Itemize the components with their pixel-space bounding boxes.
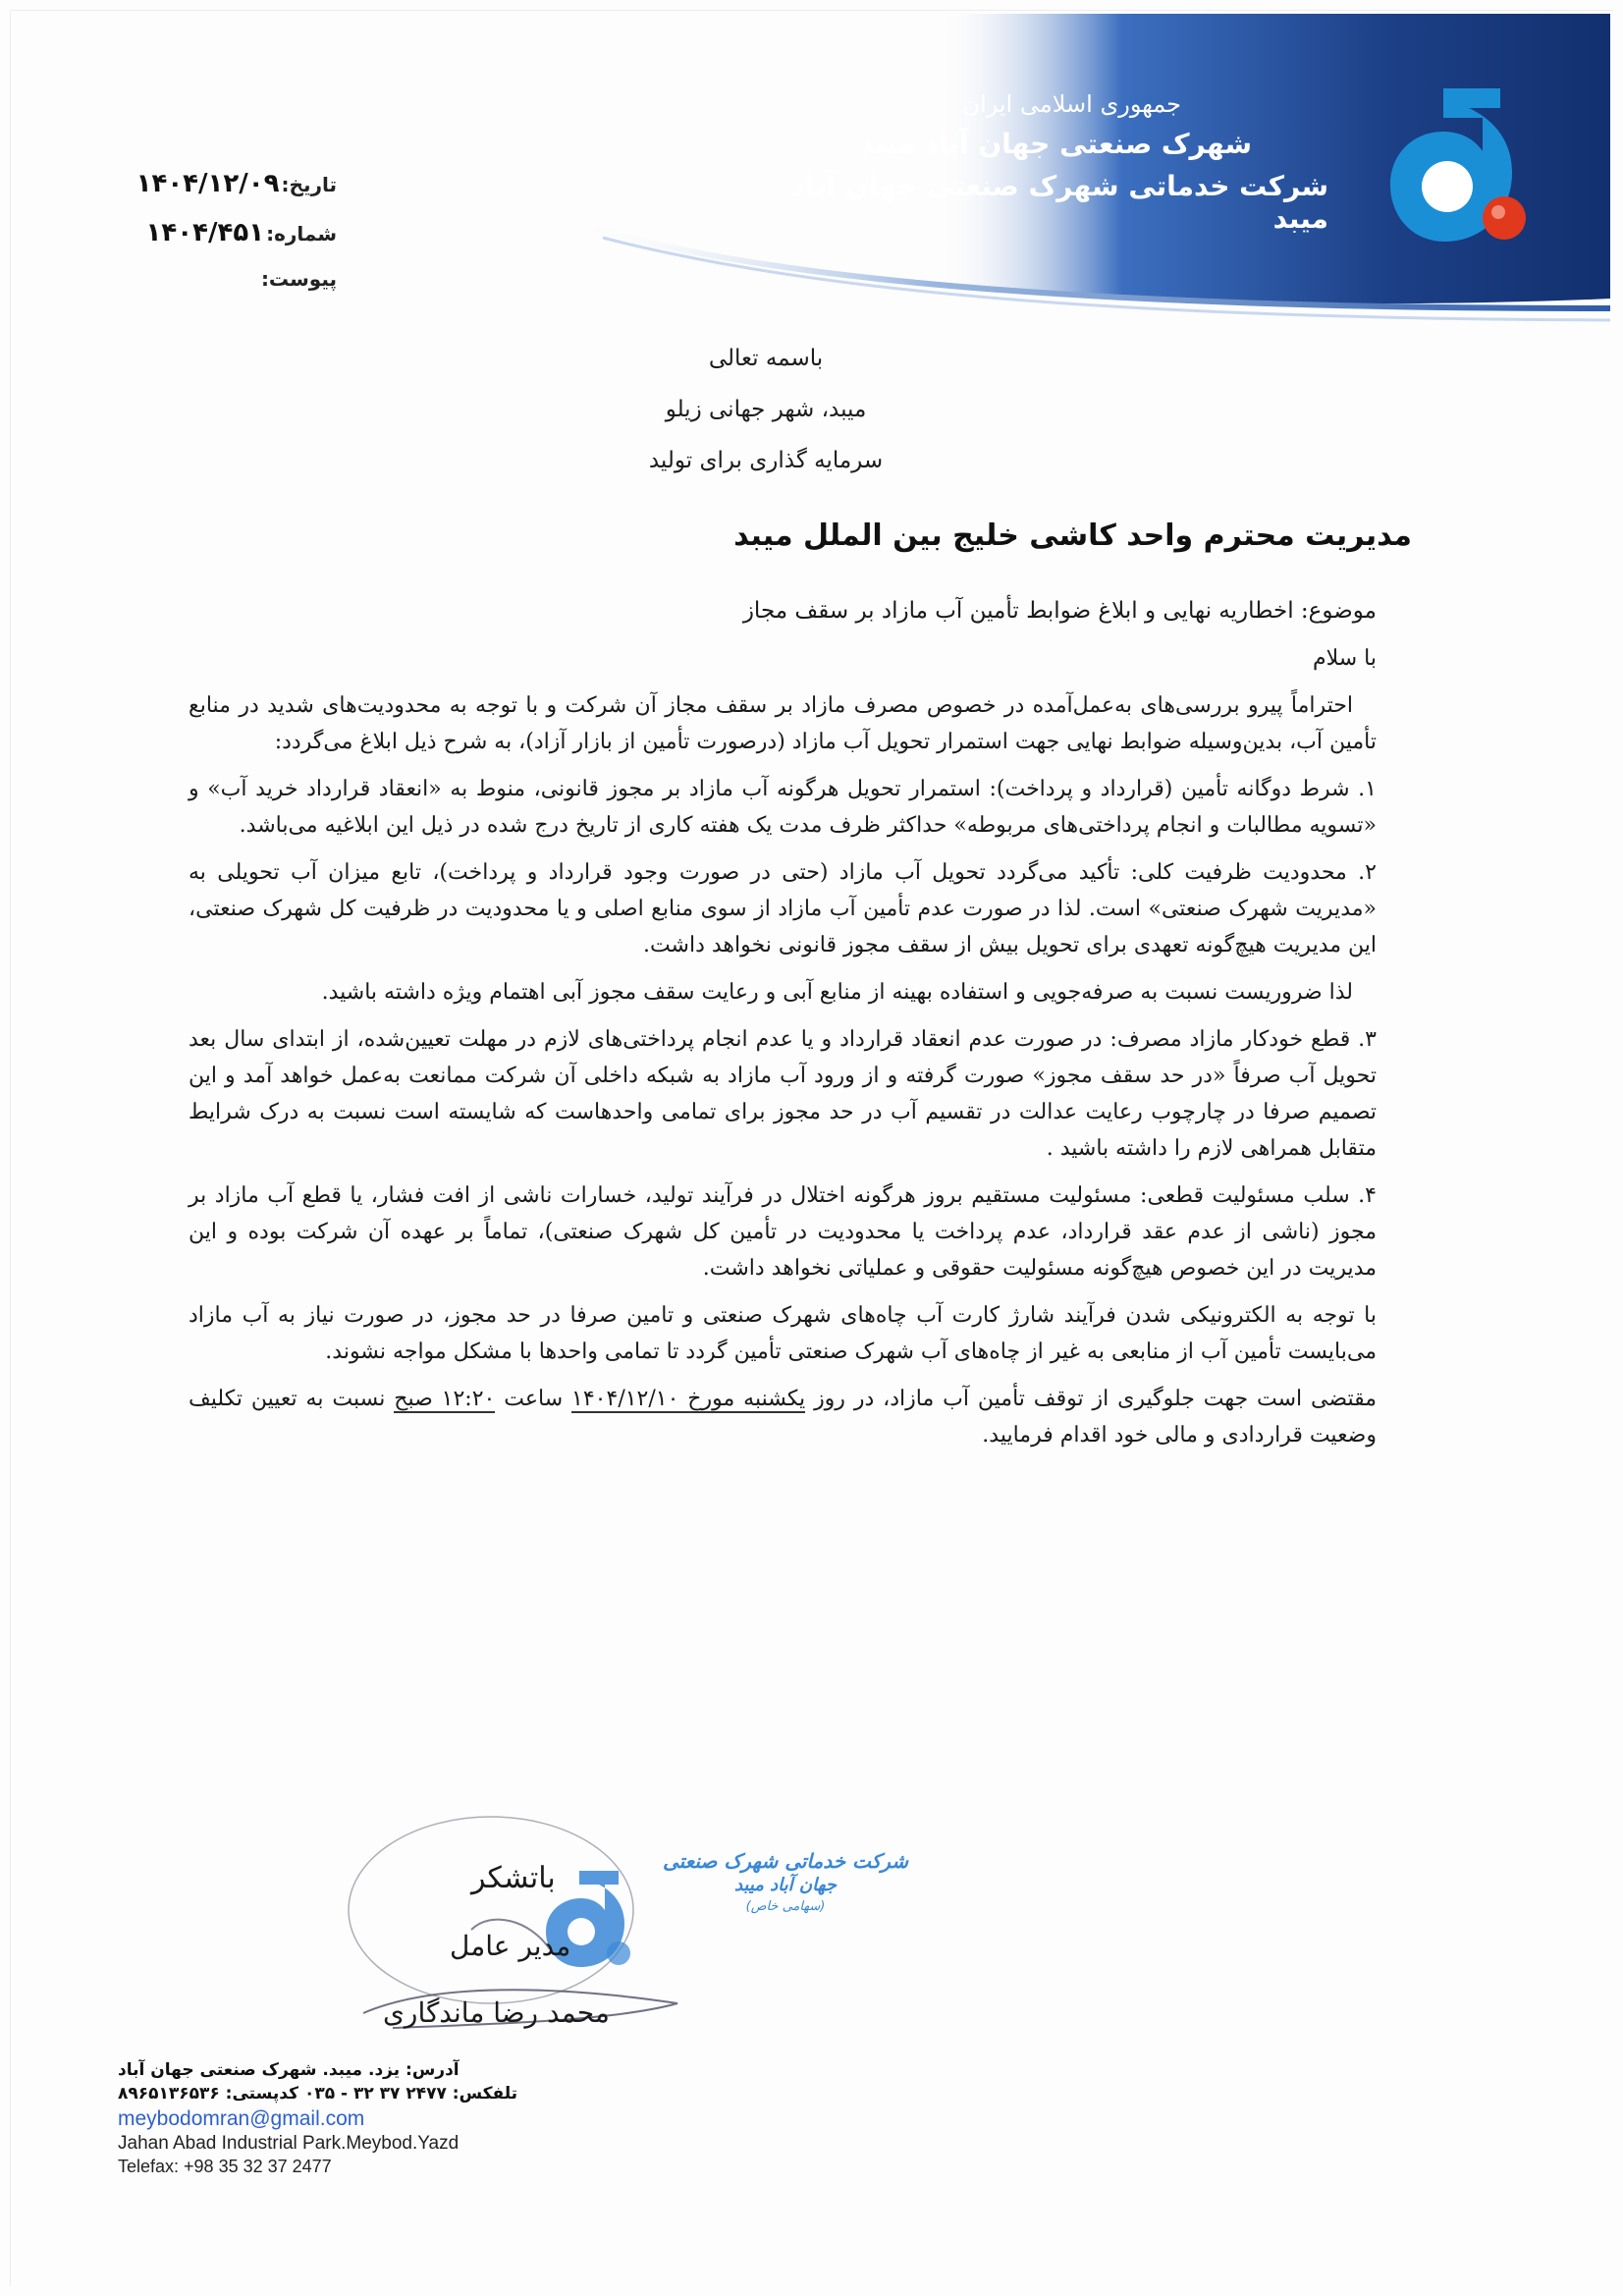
closing-text-a: مقتضی است جهت جلوگیری از توقف تأمین آب مازاد، در روز: [814, 1387, 1377, 1411]
year-slogan: سرمایه گذاری برای تولید: [648, 448, 884, 473]
company-line: شرکت خدماتی شهرک صنعتی جهان آباد میبد: [791, 170, 1328, 235]
signer-name: محمد رضا ماندگاری: [383, 1996, 610, 2029]
company-logo: [1384, 79, 1542, 255]
letter-body: [189, 593, 1377, 1464]
stamp-line-3: (سهامی خاص): [745, 1899, 826, 1914]
telefax-english: Telefax: +98 35 32 37 2477: [118, 2157, 332, 2176]
clause-1: ۱. شرط دوگانه تأمین (قرارداد و پرداخت): استمرار تحویل هرگونه آب مازاد بر مجوز قانونی، منوط به «انعقاد قرارداد خرید آب» و «تسویه مطالبات و انجام پرداختی‌های مربوطه» حداکثر ظرف مدت یک هفته کاری از تاریخ درج شده در ذیل این ابلاغیه می‌باشد.: [189, 777, 1377, 838]
clause-4: ۴. سلب مسئولیت قطعی: مسئولیت مستقیم بروز هرگونه اختلال در فرآیند تولید، خسارات ناشی از افت فشار، یا قطع آب مازاد بر مجوز (ناشی از عدم عقد قرارداد، عدم پرداخت یا محدودیت در تأمین کل شهرک صنعتی)، تماماً بر عهده آن شرکت بوده و این مدیریت در این خصوص هیچ‌گونه مسئولیت حقوقی و عملیاتی نخواهد داشت.: [189, 1183, 1377, 1281]
city-slogan: میبد، شهر جهانی زیلو: [665, 397, 867, 422]
invocation: باسمه تعالی: [708, 346, 824, 371]
closing-text-b: نسبت به تعیین تکلیف وضعیت قراردادی و مالی خود اقدام فرمایید.: [189, 1387, 1377, 1448]
letter-footer: [118, 2060, 668, 2177]
town-line: شهرک صنعتی جهان آباد میبد: [859, 128, 1252, 160]
closing-thanks: باتشکر: [471, 1861, 556, 1895]
attachment-row: [135, 267, 337, 291]
date-value: ۱۴۰۴/۱۲/۰۹: [135, 169, 280, 198]
motto-block: [550, 342, 982, 495]
clause-2-note: لذا ضروریست نسبت به صرفه‌جویی و استفاده بهینه از منابع آبی و رعایت سقف مجوز آبی اهتمام ویژه داشته باشید.: [321, 980, 1353, 1005]
subject-line: موضوع: اخطاریه نهایی و ابلاغ ضوابط تأمین آب مازاد بر سقف مجاز: [742, 598, 1377, 624]
stamp-line-1: شرکت خدماتی شهرک صنعتی: [662, 1849, 909, 1873]
signature-block: [324, 1802, 933, 2048]
org-identity: [739, 90, 1328, 235]
country-line: جمهوری اسلامی ایران: [962, 90, 1181, 118]
letter-meta: [135, 169, 337, 310]
date-label: تاریخ:: [281, 173, 337, 196]
address-persian: آدرس: یزد. میبد. شهرک صنعتی جهان آباد: [118, 2060, 460, 2080]
deadline-time: ۱۲:۲۰ صبح: [394, 1387, 496, 1411]
date-row: [135, 169, 337, 198]
deadline-date: یکشنبه مورخ ۱۴۰۴/۱۲/۱۰: [571, 1387, 806, 1411]
greeting: با سلام: [1312, 646, 1377, 671]
number-value: ۱۴۰۴/۴۵۱: [145, 218, 265, 247]
signer-title: مدیر عامل: [450, 1930, 571, 1962]
attachment-label: پیوست:: [260, 267, 337, 291]
closing-paragraph-1: با توجه به الکترونیکی شدن فرآیند شارژ کارت آب چاه‌های شهرک صنعتی و تامین صرفا در حد مجوز، در صورت نیاز به آب مازاد می‌بایست تأمین آب از منابعی به غیر از چاه‌های آب شهرک صنعتی تأمین گردد تا تمامی واحدها با مشکل مواجه نشوند.: [189, 1303, 1377, 1364]
number-row: [135, 218, 337, 247]
phone-persian: تلفکس: ۲۴۷۷ ۳۷ ۳۲ - ۰۳۵ کدپستی: ۸۹۶۵۱۳۶۵۳۶: [118, 2084, 518, 2104]
closing-paragraph-2: [189, 1381, 1377, 1453]
email-address[interactable]: meybodomran@gmail.com: [118, 2107, 365, 2130]
company-stamp: [658, 1849, 913, 1914]
clause-2: ۲. محدودیت ظرفیت کلی: تأکید می‌گردد تحویل آب مازاد (حتی در صورت وجود قرارداد و پرداخت)، تابع میزان آب تحویلی به «مدیریت شهرک صنعتی» است. لذا در صورت عدم تأمین آب مازاد از سوی منابع اصلی و یا محدودیت در ظرفیت کل شهرک صنعتی، این مدیریت هیچ‌گونه تعهدی برای تحویل بیش از سقف مجوز قانونی نخواهد داشت.: [189, 860, 1377, 957]
number-label: شماره:: [266, 222, 337, 246]
stamp-line-2: جهان آباد میبد: [733, 1875, 838, 1895]
clause-3: ۳. قطع خودکار مازاد مصرف: در صورت عدم انعقاد قرارداد و یا عدم انجام پرداختی‌های لازم در مهلت تعیین‌شده، از ابتدای سال بعد تحویل آب صرفاً «در حد سقف مجوز» صورت گرفته و از ورود آب مازاد به شبکه داخلی آن شرکت ممانعت به‌عمل خواهد آمد و این تصمیم صرفا در چارچوب رعایت عدالت در تقسیم آب در حد مجوز برای تمامی واحدهاست که شایسته است نسبت به درک شرایط متقابل همراهی لازم را داشته باشید .: [189, 1027, 1377, 1161]
closing-text-mid: ساعت: [504, 1387, 564, 1411]
intro-paragraph: احتراماً پیرو بررسی‌های به‌عمل‌آمده در خصوص مصرف مازاد بر سقف مجاز آن شرکت و با توجه به محدودیت‌های شدید در منابع تأمین آب، بدین‌وسیله ضوابط نهایی جهت استمرار تحویل آب مازاد (درصورت تأمین از بازار آزاد)، به شرح ذیل ابلاغ می‌گردد:: [189, 693, 1377, 754]
addressee: مدیریت محترم واحد کاشی خلیج بین الملل میبد: [733, 519, 1412, 553]
address-english: Jahan Abad Industrial Park.Meybod.Yazd: [118, 2133, 460, 2154]
